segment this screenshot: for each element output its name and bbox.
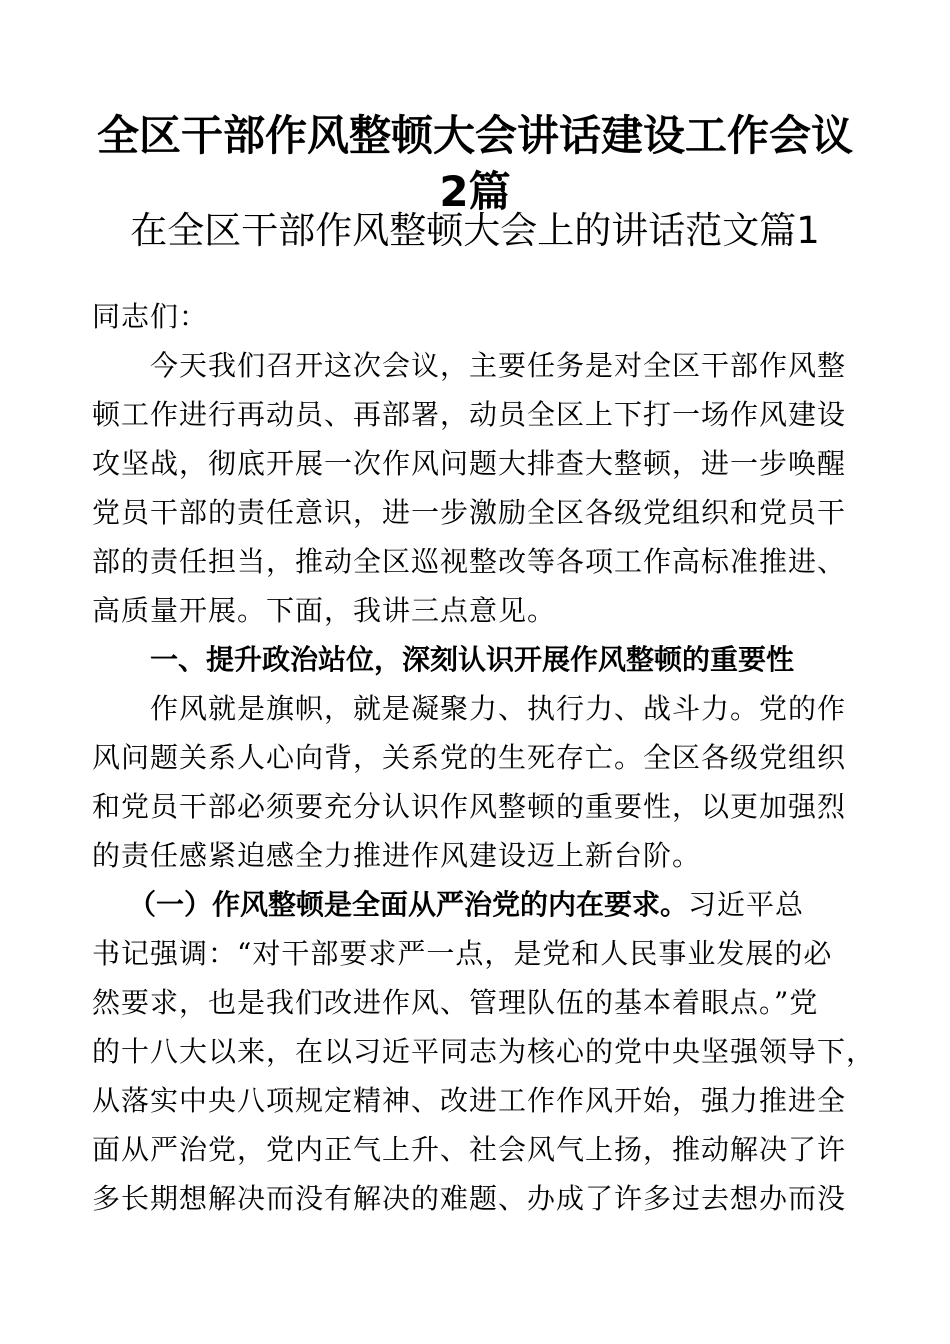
paragraph-line: 风问题关系人心向背，关系党的生死存亡。全区各级党组织 xyxy=(92,741,847,774)
salutation: 同志们： xyxy=(92,300,209,333)
paragraph-line: 顿工作进行再动员、再部署，动员全区上下打一场作风建设 xyxy=(92,398,847,431)
paragraph-line: 和党员干部必须要充分认识作风整顿的重要性，以更加强烈 xyxy=(92,790,847,823)
paragraph-line: 党员干部的责任意识，进一步激励全区各级党组织和党员干 xyxy=(92,496,847,529)
paragraph-line: 书记强调：“对干部要求严一点，是党和人民事业发展的必 xyxy=(92,937,833,970)
paragraph-line: 然要求，也是我们改进作风、管理队伍的基本着眼点。”党 xyxy=(92,986,819,1019)
title-line-2: 2篇 xyxy=(439,167,511,216)
paragraph-line: 面从严治党，党内正气上升、社会风气上扬，推动解决了许 xyxy=(92,1133,847,1166)
paragraph-line: 部的责任担当，推动全区巡视整改等各项工作高标准推进、 xyxy=(92,545,847,578)
paragraph-line: 从落实中央八项规定精神、改进工作作风开始，强力推进全 xyxy=(92,1084,847,1117)
document-body xyxy=(92,292,876,1223)
paragraph-line: 多长期想解决而没有解决的难题、办成了许多过去想办而没 xyxy=(92,1182,847,1215)
document-title xyxy=(60,108,890,220)
paragraph-line: 高质量开展。下面，我讲三点意见。 xyxy=(92,594,557,627)
section-heading-1: 一、提升政治站位，深刻认识开展作风整顿的重要性 xyxy=(150,643,795,676)
document-subtitle: 在全区干部作风整顿大会上的讲话范文篇1 xyxy=(130,209,820,252)
paragraph-line: 攻坚战，彻底开展一次作风问题大排查大整顿，进一步唤醒 xyxy=(92,447,847,480)
paragraph-line: 的十八大以来，在以习近平同志为核心的党中央坚强领导下， xyxy=(92,1035,876,1068)
subsection-lead: （一）作风整顿是全面从严治党的内在要求。 xyxy=(128,888,689,921)
paragraph-line-rest: 习近平总 xyxy=(688,888,805,921)
title-line-1: 全区干部作风整顿大会讲话建设工作会议 xyxy=(96,111,853,160)
paragraph-line: 的责任感紧迫感全力推进作风建设迈上新台阶。 xyxy=(92,839,702,872)
paragraph-line: 今天我们召开这次会议，主要任务是对全区干部作风整 xyxy=(150,349,847,382)
paragraph-line xyxy=(92,880,852,929)
paragraph-line: 作风就是旗帜，就是凝聚力、执行力、战斗力。党的作 xyxy=(150,692,847,725)
